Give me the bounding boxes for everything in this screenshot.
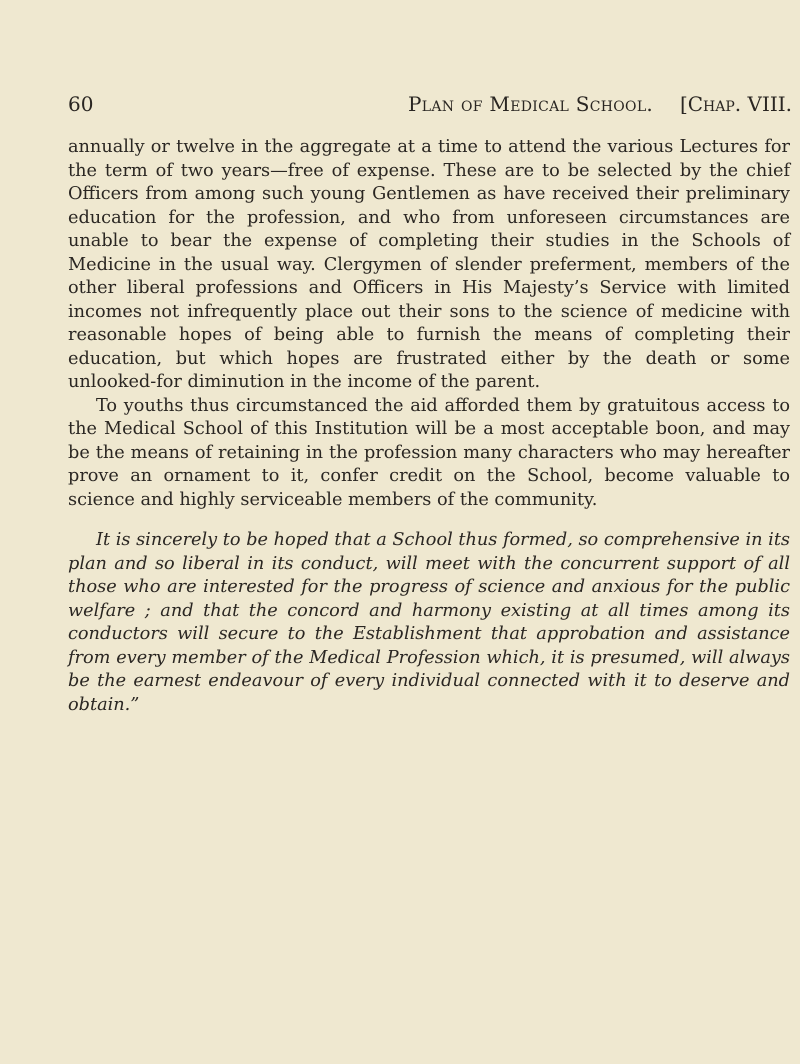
chapter-reference: [Chap. VIII. — [679, 92, 792, 116]
paragraph-closing-quote: It is sincerely to be hoped that a School thus formed, so comprehensive in its plan and so liberal in its conduct, will meet with the concurrent support of all those who are interested for the progress of science and anxious for the public welfare ; and that the concord and harmony existing at all times among its conductors will secure to the Establishment that approbation and assistance from every member of the Medical Profession which, it is presumed, will always be the earnest endeavour of every individual connected with it to deserve and obtain.” — [68, 530, 790, 715]
page-number: 60 — [68, 92, 94, 116]
paragraph-youths: To youths thus circumstanced the aid afforded them by gratuitous access to the Medical School of this Institution will be a most acceptable boon, and may be the means of retaining in the profession many characters who may hereafter prove an ornament to it, confer credit on the School, become valuable to science and highly serviceable members of the community. — [68, 395, 790, 510]
body-text — [68, 136, 790, 717]
running-head — [68, 89, 792, 119]
running-title: Plan of Medical School. — [408, 92, 654, 116]
paragraph-continuation: annually or twelve in the aggregate at a time to attend the various Lectures for the term of two years—free of expense. These are to be selected by the chief Officers from among such young Gentlemen as have received their preliminary education for the profession, and who from unforeseen circumstances are unable to bear the expense of completing their studies in the Schools of Medicine in the usual way. Clergymen of slender preferment, members of the other liberal professions and Officers in His Majesty’s Service with limited incomes not infrequently place out their sons to the science of medicine with reasonable hopes of being able to furnish the means of completing their education, but which hopes are frustrated either by the death or some unlooked-for diminution in the income of the parent. — [68, 137, 790, 392]
